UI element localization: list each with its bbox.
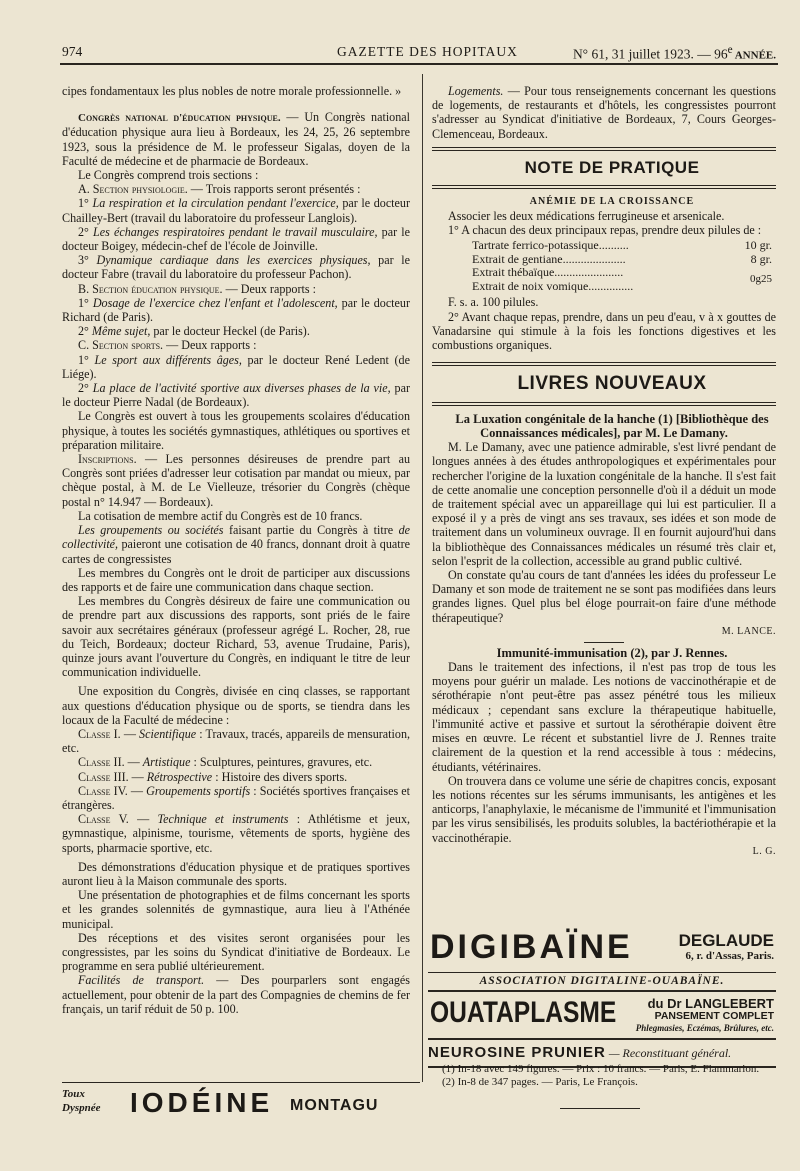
list-item: Classe III. — Rétrospective : Histoire des divers sports. <box>78 769 348 784</box>
paragraph: Les membres du Congrès ont le droit de participer aux discussions des rapports et de faire une communication dans chaque section. <box>62 565 410 594</box>
paragraph: Logements. — Pour tous renseignements concernant les questions de logements, de restaurants et d'hôtels, les congressistes pourront s'adresser au Syndicat d'initiative de Bordeaux, 7, Cours Georges-Clemenceau, Bordeaux. <box>432 84 776 141</box>
list-item: 2° Même sujet, par le docteur Heckel (de Paris). <box>78 324 310 339</box>
signature: M. LANCE. <box>721 625 776 637</box>
article-title: ANÉMIE DE LA CROISSANCE <box>529 195 695 207</box>
paragraph: Des démonstrations d'éducation physique et de pratiques sportives auront lieu à la Maison communale des sports. <box>62 859 410 888</box>
prescription-group <box>472 266 772 293</box>
section-title: NOTE DE PRATIQUE <box>524 157 700 177</box>
divider <box>584 642 624 643</box>
page-header <box>62 40 776 62</box>
paragraph: On trouvera dans ce volume une série de chapitres concis, exposant les notions récentes sur les sérums immunisants, les antigènes et les anticorps, l'anaphylaxie, le mécanisme de l'immunité et l'immunisation par les virus sensibilisés, les produits solubles, la bactériothérapie et la vaccinothérapie. <box>432 773 776 845</box>
deglaude-brand: DEGLAUDE <box>678 931 774 950</box>
paragraph: Une exposition du Congrès, divisée en cinq classes, se rapportant aux questions d'éducation physique ou de sports, se tiendra dans les locaux de la Faculté de médecine : <box>62 684 410 727</box>
paragraph: F. s. a. 100 pilules. <box>448 295 539 310</box>
paragraph: cipes fondamentaux les plus nobles de notre morale professionnelle. » <box>62 84 402 98</box>
prescription-row: Tartrate ferrico-potassique.......... 10 gr. <box>472 238 772 253</box>
paragraph: Associer les deux médications ferrugineuse et arsenicale. <box>448 209 725 224</box>
prescription <box>472 239 772 293</box>
signature: L. G. <box>752 845 776 857</box>
footnote: (2) In-8 de 347 pages. — Paris, Le François. <box>442 1076 638 1088</box>
double-rule <box>432 147 776 151</box>
paragraph: Inscriptions. — Les personnes désireuses de prendre part au Congrès sont priées d'adresser leur cotisation par mandat ou mieux, par chèque postal, à M. de Le Vielleuze, trésorier du Congrès (chèque postal n° 14.947 — Bordeaux). <box>62 452 410 509</box>
double-rule <box>432 362 776 366</box>
list-item: Classe II. — Artistique : Sculptures, peintures, gravures, etc. <box>78 755 373 770</box>
list-item: 1° Dosage de l'exercice chez l'enfant et l'adolescent, par le docteur Richard (de Paris). <box>62 295 410 325</box>
prescription-qty: 0g25 <box>750 273 772 286</box>
advertisements <box>428 928 776 1068</box>
paragraph: M. Le Damany, avec une patience admirable, s'est livré pendant de longues années à des études anthropologiques et expérimentales pour rechercher l'origine de la luxation congénitale de la hanche. Il s'est fait de cette anomalie une conception personnelle d'où il a déduit un mode de traitement spécial avec un appareillage qui lui est particulier. Il a exposé il y a près de vingt ans ses travaux, ses idées et son mode de traitement dans un volumineux ouvrage. Il en fournit aujourd'hui dans la bibliothèque des Connaissances médicales un résumé très clair et, selon l'esprit de la collection, accessible au grand public cultivé. <box>432 440 776 568</box>
paragraph: Des réceptions et des visites seront organisées pour les congressistes, par les soins du Syndicat d'initiative de Bordeaux. Le programme en sera publié ultérieurement. <box>62 930 410 974</box>
paragraph: B. Section éducation physique. — Deux rapports : <box>78 281 316 296</box>
list-item: 3° Dynamique cardiaque dans les exercices physiques, par le docteur Fabre (travail du laboratoire du professeur Pachon). <box>62 253 410 282</box>
ad-indications: Phlegmasies, Eczémas, Brûlures, etc. <box>635 1023 774 1033</box>
deglaude-address: 6, r. d'Assas, Paris. <box>685 950 774 962</box>
column-separator <box>422 74 423 1082</box>
paragraph: Congrès national d'éducation physique. — Un Congrès national d'éducation physique aura lieu à Bordeaux, les 24, 25, 26 septembre 1923, sous la présidence de M. le professeur Sigalas, doyen de la Faculté de médecine et de pharmacie de Bordeaux. <box>62 110 411 168</box>
digibaine-advertisement <box>428 928 776 973</box>
neurosine-brand: NEUROSINE PRUNIER <box>428 1044 606 1061</box>
prescription-row: Extrait thébaïque....................... <box>472 266 624 280</box>
double-rule <box>432 185 776 189</box>
list-item: Classe V. — Technique et instruments : Athlétisme et jeux, gymnastique, alpinisme, tourisme, vêtements de sports, hygiène des sports, pharmacie sportive, etc. <box>62 812 411 855</box>
left-column <box>62 84 410 1016</box>
ad-indications: Toux Dyspnée <box>62 1088 101 1114</box>
list-item: 1° La respiration et la circulation pendant l'exercice, par le docteur Chailley-Bert (travail du laboratoire du professeur Langlois). <box>62 196 410 225</box>
journal-title: GAZETTE DES HOPITAUX <box>337 44 518 59</box>
paragraph: 1° A chacun des deux principaux repas, prendre deux pilules de : <box>448 223 762 238</box>
iodeine-brand: IODÉINE <box>130 1087 274 1118</box>
paragraph: Facilités de transport. — Des pourparlers sont engagés actuellement, pour obtenir de la part des Compagnies de chemins de fer français, un tarif réduit de 50 p. 100. <box>62 973 411 1016</box>
footnotes <box>430 1063 774 1089</box>
footnote: (1) In-18 avec 149 figures. — Prix : 10 francs. — Paris, E. Flammarion. <box>442 1063 760 1075</box>
page-number: 974 <box>62 44 83 59</box>
list-item: 2° La place de l'activité sportive aux diverses phases de la vie, par le docteur Pierre Nadal (de Bordeaux). <box>62 381 410 410</box>
paragraph: Les groupements ou sociétés faisant partie du Congrès à titre de collectivité, paieront une cotisation de 40 francs, donnant droit à quatre cartes de congressistes <box>62 523 410 566</box>
paragraph: Le Congrès est ouvert à tous les groupements scolaires d'éducation physique, à toutes les sociétés gymnastiques, athlétiques ou sportives et préparation militaire. <box>62 409 410 452</box>
list-item: Classe I. — Scientifique : Travaux, tracés, appareils de mensuration, etc. <box>62 726 411 756</box>
paragraph: Une présentation de photographies et de films concernant les sports et les grandes solennités de gymnastique, aura lieu à l'Athénée municipal. <box>62 888 410 931</box>
header-rule <box>60 63 778 65</box>
paragraph: Les membres du Congrès désireux de faire une communication ou de prendre part aux discussions des rapports, sont priés de le faire savoir aux secrétaires généraux (professeur agrégé L. Rocher, 28, rue du Teich, Bordeaux; docteur Richard, 53, avenue Trudaine, Paris), quinze jours avant l'ouverture du Congrès, en indiquant le titre de leur communication individuelle. <box>62 594 410 680</box>
paragraph: Le Congrès comprend trois sections : <box>78 168 259 183</box>
prescription-row: Extrait de gentiane..................... 8 gr. <box>472 251 772 266</box>
montagu-brand: MONTAGU <box>290 1097 379 1114</box>
list-item: 1° Le sport aux différents âges, par le docteur René Ledent (de Liége). <box>62 352 410 381</box>
langlebert-maker: du Dr LANGLEBERT <box>647 996 774 1011</box>
iodeine-advertisement <box>62 1082 420 1123</box>
paragraph: La cotisation de membre actif du Congrès est de 10 francs. <box>78 508 363 523</box>
paragraph: On constate qu'au cours de tant d'années les idées du professeur Le Damany et son mode de traitement ne se sont pas modifiées dans leurs grandes lignes. Quel plus bel éloge pourrait-on faire d'une méthode thérapeutique? <box>432 568 776 625</box>
paragraph: Dans le traitement des infections, il n'est pas trop de tous les moyens pour guérir un malade. Les notions de vaccinothérapie et de sérothérapie n'ont peut-être pas assez pénétré tous les milieux médicaux ; cependant sans exclure la thérapeutique habituelle, l'immunité active et passive et surtout la sérothérapie doivent être mises en œuvre. Le récent et substantiel livre de J. Rennes traite clairement de la question et la rend accessible à tous : médecins, étudiants, vétérinaires. <box>432 660 776 774</box>
digitaline-tagline: ASSOCIATION DIGITALINE-OUABAÏNE. <box>479 975 725 987</box>
paragraph: C. Section sports. — Deux rapports : <box>78 338 257 353</box>
ouataplasme-advertisement <box>428 990 776 1040</box>
book-title: Immunité-immunisation (2), par J. Rennes. <box>496 646 728 661</box>
neurosine-tagline: — Reconstituant général. <box>605 1046 732 1060</box>
book-title: La Luxation congénitale de la hanche (1) [Bibliothèque des Connaissances médicales], par M. Le Damany. <box>455 412 769 441</box>
right-column <box>432 84 776 859</box>
pansement-label: PANSEMENT COMPLET <box>654 1010 774 1022</box>
issue-info: N° 61, 31 juillet 1923. — 96e ANNÉE. <box>572 44 776 62</box>
digibaine-brand: DIGIBAÏNE <box>430 928 633 966</box>
double-rule <box>432 402 776 406</box>
paragraph: 2° Avant chaque repas, prendre, dans un peu d'eau, v à x gouttes de Vanadarsine qui stimule à la fois les fonctions digestives et les combustions organiques. <box>432 309 776 353</box>
list-item: Classe IV. — Groupements sportifs : Sociétés sportives françaises et étrangères. <box>62 783 411 812</box>
section-title: LIVRES NOUVEAUX <box>517 373 707 395</box>
prescription-row: Extrait de noix vomique............... <box>472 279 634 293</box>
ouataplasme-brand: OUATAPLASME <box>430 996 617 1029</box>
list-item: 2° Les échanges respiratoires pendant le travail musculaire, par le docteur Boigey, médecin-chef de l'école de Joinville. <box>62 224 410 254</box>
paragraph: A. Section physiologie. — Trois rapports seront présentés : <box>78 182 361 197</box>
section-heading: Congrès national d'éducation physique. <box>78 112 281 125</box>
footer-ornament <box>560 1108 640 1109</box>
